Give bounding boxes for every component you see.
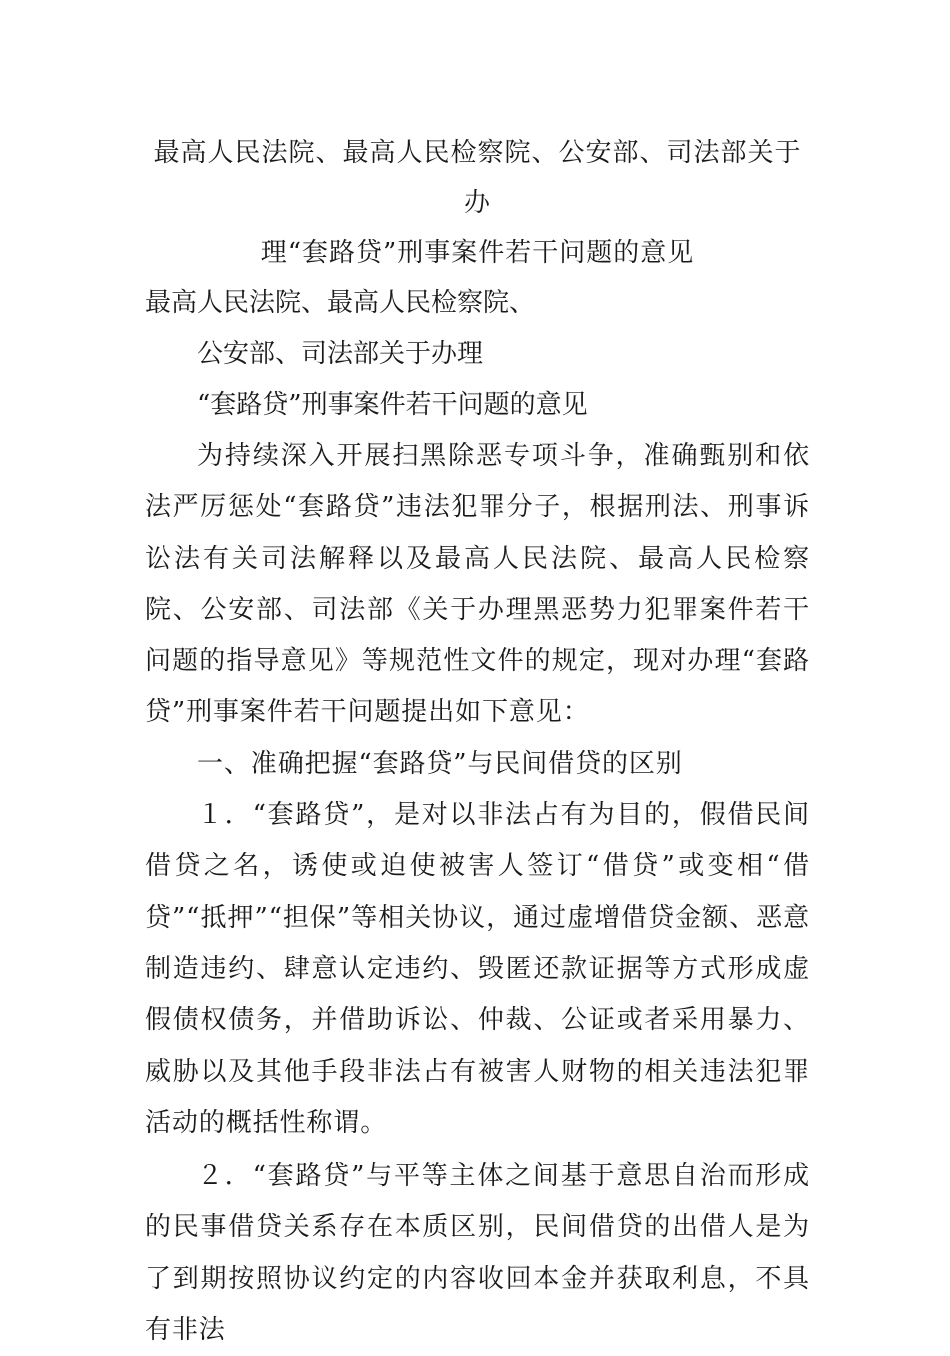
paragraph-item-2: ２．“套路贷”与平等主体之间基于意思自治而形成的民事借贷关系存在本质区别，民间借贷的出借人是为了到期按照协议约定的内容收回本金并获取利息，不具有非法 bbox=[145, 1161, 810, 1346]
header-line-1: 最高人民法院、最高人民检察院、 bbox=[145, 288, 536, 318]
paragraph-item-1: １．“套路贷”，是对以非法占有为目的，假借民间借贷之名，诱使或迫使被害人签订“借贷”或变相“借贷”“抵押”“担保”等相关协议，通过虚增借贷金额、恶意制造违约、肆意认定违约、毁匿还款证据等方式形成虚假债权债务，并借助诉讼、仲裁、公证或者采用暴力、威胁以及其他手段非法占有被害人财物的相关违法犯罪活动的概括性称谓。 bbox=[145, 800, 810, 1138]
section-heading-1: 一、准确把握“套路贷”与民间借贷的区别 bbox=[197, 748, 683, 779]
document-title-line-2: 理“套路贷”刑事案件若干问题的意见 bbox=[260, 238, 695, 268]
document-title-line-1: 最高人民法院、最高人民检察院、公安部、司法部关于办 bbox=[153, 138, 802, 218]
document-page bbox=[145, 128, 810, 1356]
header-line-3: “套路贷”刑事案件若干问题的意见 bbox=[197, 390, 588, 420]
header-line-2: 公安部、司法部关于办理 bbox=[197, 339, 484, 369]
paragraph-preamble: 为持续深入开展扫黑除恶专项斗争，准确甄别和依法严厉惩处“套路贷”违法犯罪分子，根据刑法、刑事诉讼法有关司法解释以及最高人民法院、最高人民检察院、公安部、司法部《关于办理黑恶势力犯罪案件若干问题的指导意见》等规范性文件的规定，现对办理“套路贷”刑事案件若干问题提出如下意见： bbox=[145, 441, 810, 728]
